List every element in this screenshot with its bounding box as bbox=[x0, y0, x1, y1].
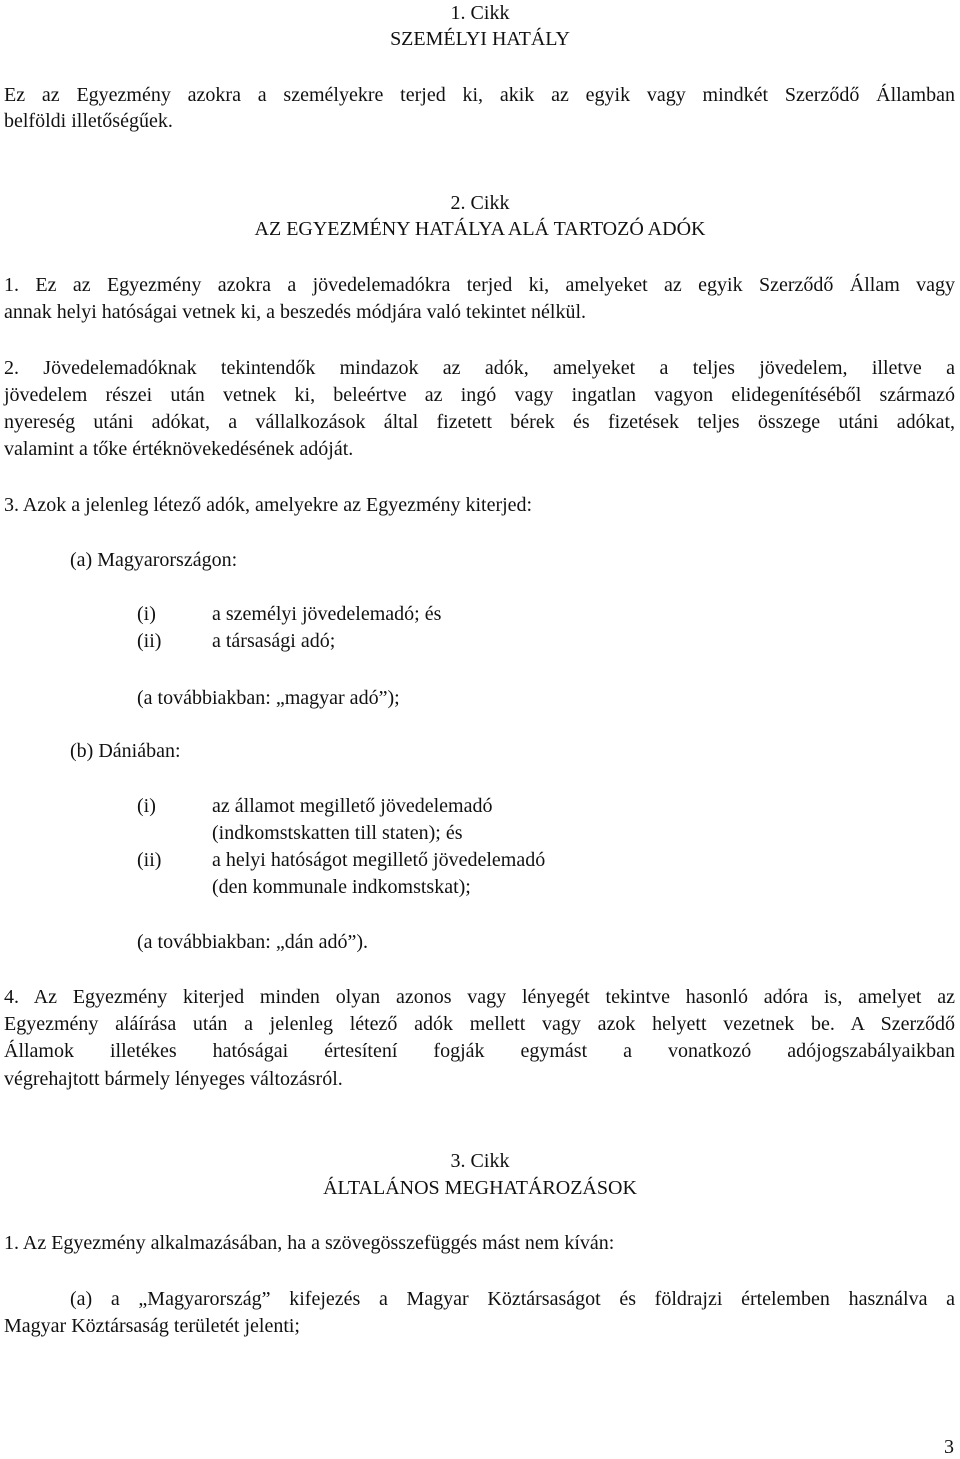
article-1-title: SZEMÉLYI HATÁLY bbox=[390, 28, 570, 50]
list-item: az államot megillető jövedelemadó bbox=[212, 795, 493, 817]
article-2-paragraph-2-line: nyereség utáni adókat, a vállalkozások által fizetett bérek és fizetések teljes összege utáni adókat, bbox=[4, 411, 955, 433]
article-2-paragraph-1-line: annak helyi hatóságai vetnek ki, a beszedés módjára való tekintet nélkül. bbox=[4, 301, 587, 323]
list-item-continuation: (den kommunale indkomstskat); bbox=[212, 876, 471, 898]
hungarian-tax-note: (a továbbiakban: „magyar adó”); bbox=[137, 687, 400, 709]
denmark-label: (b) Dániában: bbox=[70, 740, 181, 762]
article-2-paragraph-2-line: 2. Jövedelemadóknak tekintendők mindazok az adók, amelyeket a teljes jövedelem, illetve a bbox=[4, 357, 955, 379]
article-2-title: AZ EGYEZMÉNY HATÁLYA ALÁ TARTOZÓ ADÓK bbox=[254, 218, 706, 240]
article-2-paragraph-2-line: jövedelem részei után vetnek ki, beleértve az ingó vagy ingatlan vagyon elidegenítéséből származó bbox=[4, 384, 955, 406]
list-number: (ii) bbox=[137, 630, 162, 652]
article-2-paragraph-1-line: 1. Ez az Egyezmény azokra a jövedelemadókra terjed ki, amelyeket az egyik Szerződő Állam vagy bbox=[4, 274, 955, 296]
article-2-paragraph-2-line: valamint a tőke értéknövekedésének adóját. bbox=[4, 438, 354, 460]
article-1-paragraph-line: Ez az Egyezmény azokra a személyekre terjed ki, akik az egyik vagy mindkét Szerződő Államban bbox=[4, 84, 955, 106]
article-3-definition-a-line: (a) a „Magyarország” kifejezés a Magyar Köztársaságot és földrajzi értelemben használva a bbox=[70, 1288, 955, 1310]
article-2-number: 2. Cikk bbox=[450, 192, 510, 214]
list-number: (i) bbox=[137, 795, 156, 817]
article-2-paragraph-3: 3. Azok a jelenleg létező adók, amelyekre az Egyezmény kiterjed: bbox=[4, 494, 533, 516]
article-2-paragraph-4-line: Államok illetékes hatóságai értesítení fogják egymást a vonatkozó adójogszabályaikban bbox=[4, 1040, 955, 1062]
hungary-label: (a) Magyarországon: bbox=[70, 549, 238, 571]
list-item: a helyi hatóságot megillető jövedelemadó bbox=[212, 849, 546, 871]
article-2-paragraph-4-line: 4. Az Egyezmény kiterjed minden olyan azonos vagy lényegét tekintve hasonló adóra is, amelyet az bbox=[4, 986, 955, 1008]
article-3-title: ÁLTALÁNOS MEGHATÁROZÁSOK bbox=[323, 1177, 637, 1199]
article-3-definition-a-line: Magyar Köztársaság területét jelenti; bbox=[4, 1315, 300, 1337]
article-2-paragraph-4-line: végrehajtott bármely lényeges változásról. bbox=[4, 1068, 343, 1090]
list-number: (i) bbox=[137, 603, 156, 625]
list-item: a személyi jövedelemadó; és bbox=[212, 603, 442, 625]
list-number: (ii) bbox=[137, 849, 162, 871]
list-item: a társasági adó; bbox=[212, 630, 336, 652]
article-2-paragraph-4-line: Egyezmény aláírása után a jelenleg létező adók mellett vagy azok helyett vezetnek be. A Szerződő bbox=[4, 1013, 955, 1035]
article-1-paragraph-line: belföldi illetőségűek. bbox=[4, 110, 173, 132]
page-number: 3 bbox=[944, 1436, 954, 1458]
danish-tax-note: (a továbbiakban: „dán adó”). bbox=[137, 931, 369, 953]
article-1-number: 1. Cikk bbox=[450, 2, 510, 24]
article-3-paragraph-1: 1. Az Egyezmény alkalmazásában, ha a szövegösszefüggés mást nem kíván: bbox=[4, 1232, 615, 1254]
list-item-continuation: (indkomstskatten till staten); és bbox=[212, 822, 463, 844]
article-3-number: 3. Cikk bbox=[450, 1150, 510, 1172]
